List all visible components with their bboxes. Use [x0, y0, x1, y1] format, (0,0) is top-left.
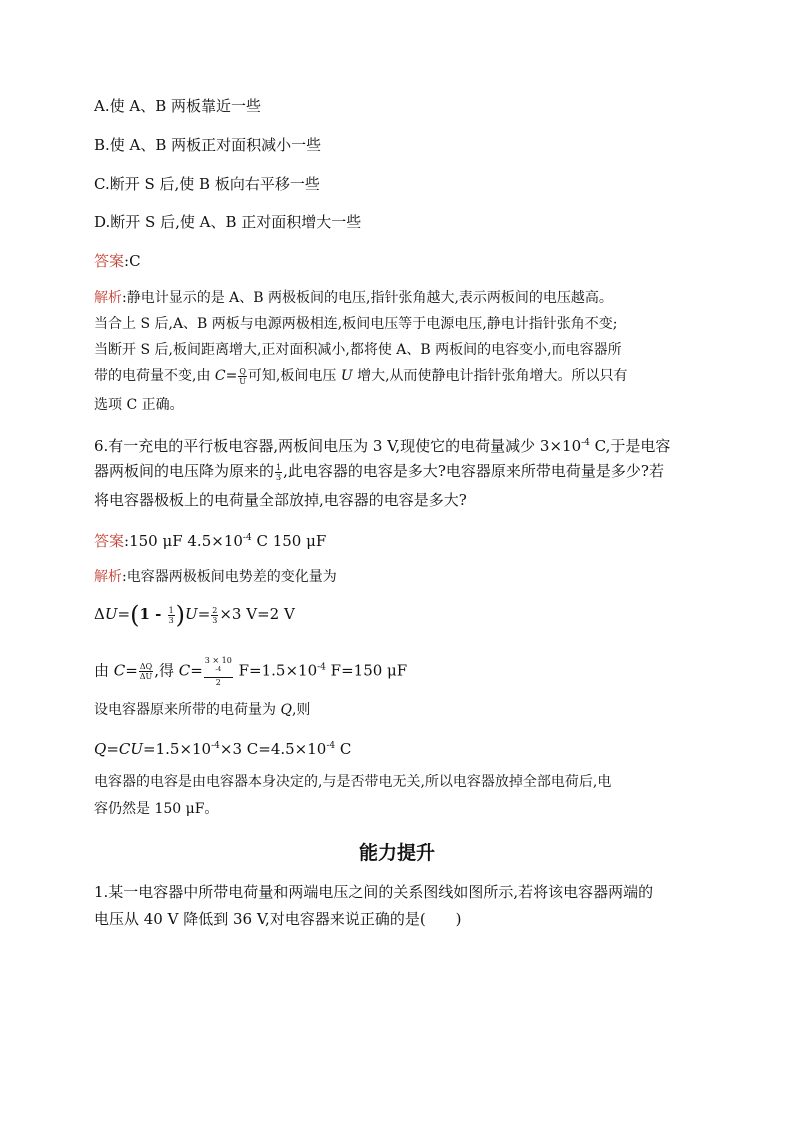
q6-analysis-line-3: 电容器的电容是由电容器本身决定的,与是否带电无关,所以电容器放掉全部电荷后,电: [94, 774, 612, 790]
q6-analysis-line-1: [94, 567, 337, 587]
text: ,此电容器的电容是多大?电容器原来所带电荷量是多少?若: [283, 462, 664, 480]
answer-label: 答案: [94, 252, 125, 270]
fraction: $\frac{2}{3}$: [212, 605, 218, 625]
text: C,于是电容: [589, 437, 671, 455]
q1-line-1: 1.某一电容器中所带电荷量和两端电压之间的关系图线如图所示,若将该电容器两端的: [94, 883, 654, 901]
text: 可知,板间电压: [247, 368, 341, 384]
answer-value: :C: [124, 252, 141, 270]
q6-line-1: [94, 433, 670, 456]
fraction: $\frac{\Delta Q}{\Delta U}$: [139, 661, 153, 681]
fraction-q-over-u: $\frac{Q}{U}$: [239, 366, 247, 386]
text: =: [225, 368, 238, 384]
q6-line-2: [94, 461, 664, 482]
var-u: U: [340, 368, 353, 384]
q5-answer: [94, 251, 141, 271]
fraction: $\frac{1}{3}$: [168, 605, 174, 625]
q5-analysis-line-1: [94, 288, 613, 308]
q1-line-2: 电压从 40 V 降低到 36 V,对电容器来说正确的是( ): [94, 910, 462, 928]
answer-value: :150 μF 4.5×10: [124, 532, 243, 550]
text: 带的电荷量不变,由: [94, 368, 215, 384]
q5-analysis-line-4: [94, 366, 628, 386]
q6-line-3: 将电容器极板上的电荷量全部放掉,电容器的电容是多大?: [94, 491, 467, 509]
analysis-label: 解析: [94, 569, 122, 585]
q5-analysis-line-3: 当断开 S 后,板间距离增大,正对面积减小,都将使 A、B 两板间的电容变小,而电容器所: [94, 342, 622, 358]
answer-label: 答案: [94, 532, 125, 550]
text: 6.有一充电的平行板电容器,两板间电压为 3 V,现使它的电荷量减少 3×10: [94, 437, 582, 455]
var-c: C: [214, 368, 226, 384]
equation-charge: $Q=CU=1.5\times 10^{-4}\times 3$ $C=4.5\times 10^{-4}$ C: [94, 740, 352, 758]
text: 增大,从而使静电计指针张角增大。所以只有: [352, 368, 628, 384]
q6-analysis-line-2: 设电容器原来所带的电荷量为 Q,则: [94, 702, 311, 718]
q6-analysis-line-4: 容仍然是 150 μF。: [94, 801, 219, 817]
analysis-text: :电容器两极板间电势差的变化量为: [122, 569, 337, 585]
option-d: D.断开 S 后,使 A、B 正对面积增大一些: [94, 213, 362, 231]
q5-analysis-line-5: 选项 C 正确。: [94, 397, 184, 413]
fraction: 3 × 10 $^{-4}$ 2: [204, 656, 232, 687]
fraction-one-third: $\frac{1}{3}$: [276, 462, 282, 482]
exponent: -4: [242, 533, 252, 543]
option-a: A.使 A、B 两板靠近一些: [94, 97, 261, 115]
analysis-label: 解析: [94, 290, 122, 306]
analysis-text: :静电计显示的是 A、B 两极板间的电压,指针张角越大,表示两板间的电压越高。: [122, 290, 613, 306]
q5-analysis-line-2: 当合上 S 后,A、B 两板与电源两极相连,板间电压等于电源电压,静电计指针张角不变;: [94, 316, 618, 332]
text: 器两板间的电压降为原来的: [94, 462, 275, 480]
option-c: C.断开 S 后,使 B 板向右平移一些: [94, 175, 320, 193]
option-b: B.使 A、B 两板正对面积减小一些: [94, 136, 322, 154]
equation-delta-u: ΔU=(1 - $\frac{1}{3}$ )U= $\frac{2}{3}$ ×3 V=2 V: [94, 601, 295, 629]
exponent: -4: [581, 438, 590, 448]
q6-answer: [94, 528, 326, 551]
section-title: 能力提升: [358, 842, 435, 864]
equation-capacitance: 由 C= $\frac{\Delta Q}{\Delta U}$ ,得 C= 3 × 10 $^{-4}$ 2 $F=1.5\times 10^{-4}$ F=150 μF: [94, 656, 408, 687]
answer-value: C 150 μF: [251, 532, 327, 550]
